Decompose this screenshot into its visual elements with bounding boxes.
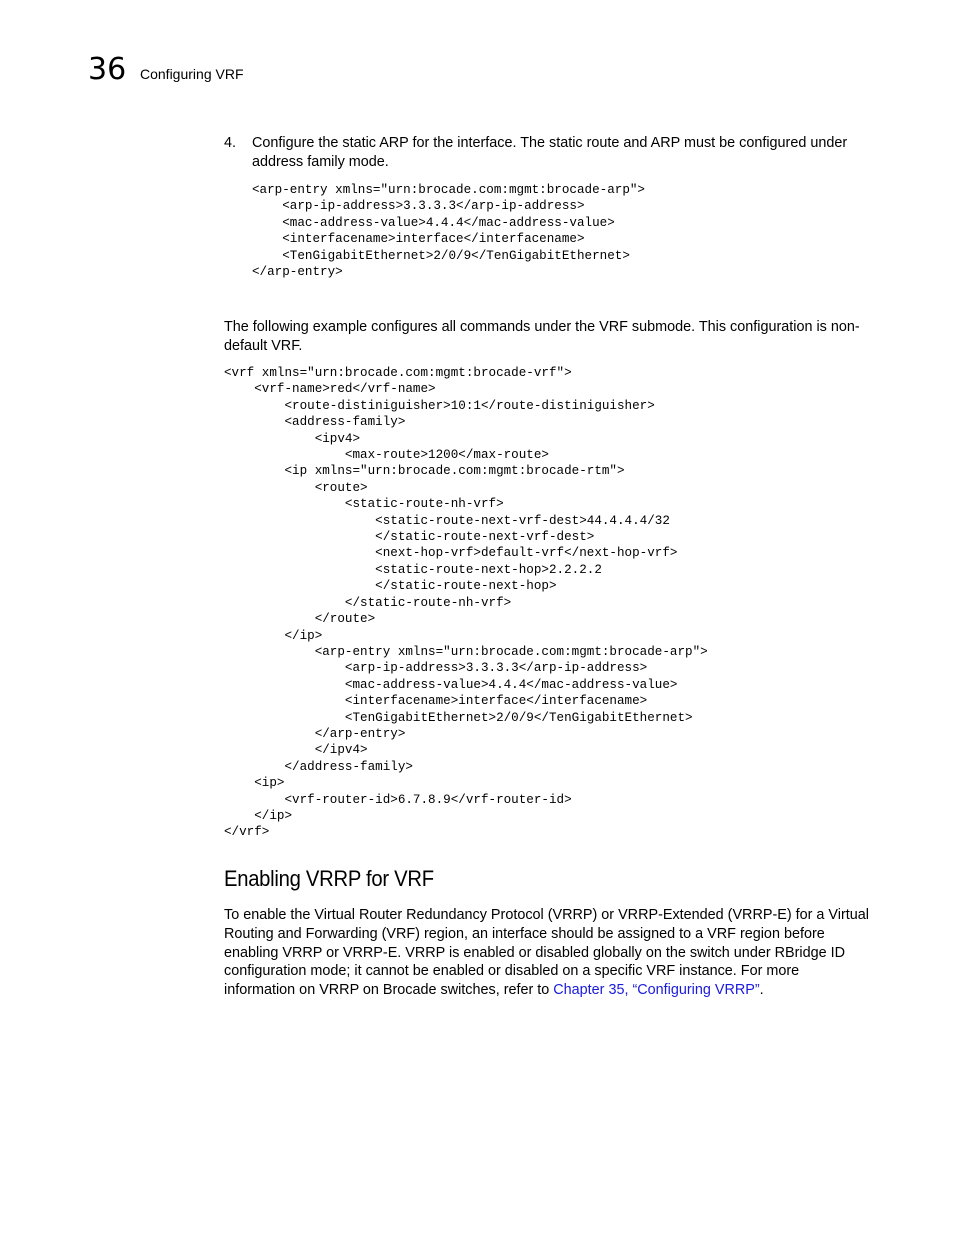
code-block-arp-entry: <arp-entry xmlns="urn:brocade.com:mgmt:brocade-arp"> <arp-ip-address>3.3.3.3</arp-ip-address> <mac-address-value>4.4.4</mac-address-value> <interfacename>interface</interfacename> <TenGigabitEthernet>2/0/9</TenGigabitEthernet> </arp-entry> bbox=[252, 183, 645, 280]
step-text: Configure the static ARP for the interface. The static route and ARP must be configured under address family mode. bbox=[252, 135, 848, 170]
chapter-number: 36 bbox=[88, 52, 127, 87]
section-heading: Enabling VRRP for VRF bbox=[224, 866, 434, 891]
running-header-title: Configuring VRF bbox=[140, 66, 244, 82]
chapter-35-link[interactable]: Chapter 35, “Configuring VRRP” bbox=[553, 982, 760, 999]
code-block-vrf-config: <vrf xmlns="urn:brocade.com:mgmt:brocade-vrf"> <vrf-name>red</vrf-name> <route-distiniguisher>10:1</route-distiniguisher> <address-family> <ipv4> <max-route>1200</max-route> <ip xmlns="urn:brocade.com:mgmt:brocade-rtm"> <route> <static-route-nh-vrf> <static-route-next-vrf-dest>44.4.4.4/32 </static-route-next-vrf-dest> <next-hop-vrf>default-vrf</next-hop-vrf> <static-route-next-hop>2.2.2.2 </static-route-next-hop> </static-route-nh-vrf> </route> </ip> <arp-entry xmlns="urn:brocade.com:mgmt:brocade-arp"> <arp-ip-address>3.3.3.3</arp-ip-address> <mac-address-value>4.4.4</mac-address-value> <interfacename>interface</interfacename> <TenGigabitEthernet>2/0/9</TenGigabitEthernet> </arp-entry> </ipv4> </address-family> <ip> <vrf-router-id>6.7.8.9</vrf-router-id> </ip> </vrf> bbox=[224, 366, 708, 840]
section-body-end: . bbox=[759, 982, 764, 999]
section-body bbox=[224, 906, 874, 1000]
intro-paragraph: The following example configures all commands under the VRF submode. This configuration is non-default VRF. bbox=[224, 319, 860, 354]
step-4 bbox=[224, 134, 874, 172]
section-body-text: To enable the Virtual Router Redundancy Protocol (VRRP) or VRRP-Extended (VRRP-E) for a Virtual Routing and Forwarding (VRF) region, an interface should be assigned to a VRF region before enabling VRRP or VRRP-E. VRRP is enabled or disabled globally on the switch under RBridge ID configuration mode; it cannot be enabled or disabled on a specific VRF instance. For more information on VRRP on Brocade switches, refer to bbox=[224, 907, 869, 999]
step-number: 4. bbox=[224, 135, 237, 151]
